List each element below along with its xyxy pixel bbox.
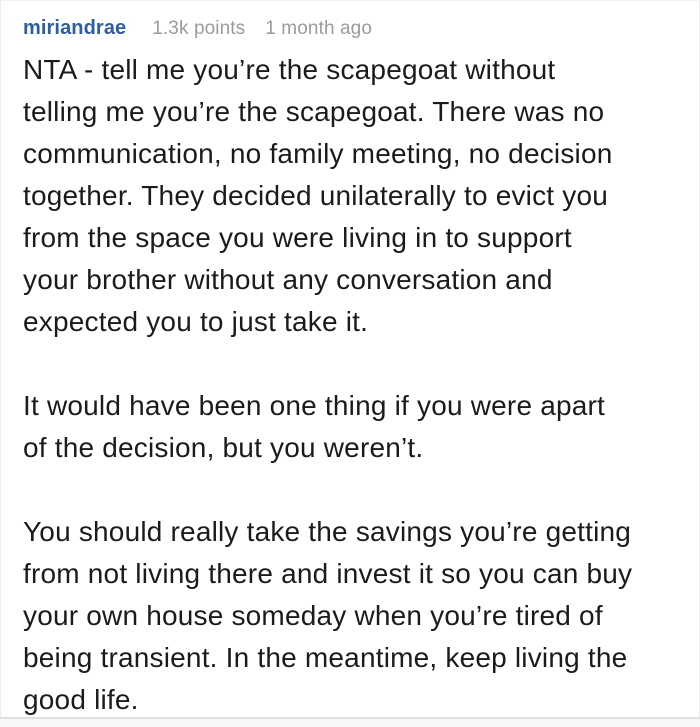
comment-timestamp: 1 month ago xyxy=(265,18,372,39)
comment-text-line: your own house someday when you’re tired of xyxy=(23,600,603,631)
footer-strip xyxy=(0,719,700,727)
comment-text-line: from not living there and invest it so you can buy xyxy=(23,558,633,589)
comment-text-line: communication, no family meeting, no decision xyxy=(23,138,613,169)
comment-paragraph xyxy=(23,385,677,469)
comment-text-line: telling me you’re the scapegoat. There was no xyxy=(23,96,605,127)
comment-text-line: from the space you were living in to support xyxy=(23,222,572,253)
comment-author-link[interactable]: miriandrae xyxy=(23,17,127,39)
comment-text-line: NTA - tell me you’re the scapegoat without xyxy=(23,54,556,85)
comment-header xyxy=(23,17,677,43)
comment-text-line: being transient. In the meantime, keep living the xyxy=(23,642,628,673)
comment-paragraph xyxy=(23,511,677,721)
comment-paragraph xyxy=(23,49,677,343)
comment-text-line: your brother without any conversation and xyxy=(23,264,553,295)
comment-body xyxy=(23,49,677,721)
comment-text-line: expected you to just take it. xyxy=(23,306,369,337)
comment-points: 1.3k points xyxy=(152,18,246,39)
comment-text-line: You should really take the savings you’re getting xyxy=(23,516,632,547)
comment-text-line: It would have been one thing if you were apart xyxy=(23,390,606,421)
comment-text-line: of the decision, but you weren’t. xyxy=(23,432,424,463)
comment-text-line: together. They decided unilaterally to evict you xyxy=(23,180,608,211)
comment-text-line: good life. xyxy=(23,684,139,715)
